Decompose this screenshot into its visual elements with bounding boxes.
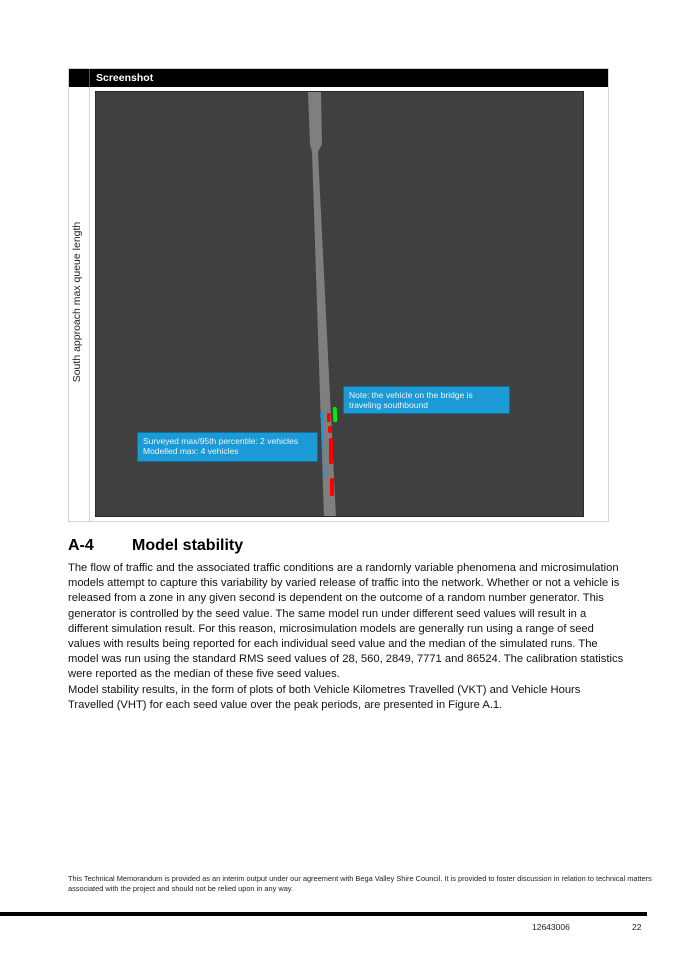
column-divider: [89, 87, 90, 521]
queued-vehicle: [330, 478, 334, 496]
table-header-title: Screenshot: [96, 72, 154, 84]
queue-length-callout: [137, 432, 318, 462]
section-number: A-4: [68, 537, 94, 554]
callout-note-line2: traveling southbound: [349, 400, 428, 410]
simulation-screenshot: [95, 91, 584, 517]
queued-vehicle: [329, 438, 333, 464]
header-divider: [89, 69, 90, 87]
moving-vehicle: [333, 407, 338, 422]
body-paragraph: The flow of traffic and the associated traffic conditions are a randomly variable phenomena and microsimulation models attempt to capture this variability by varied release of traffic into the network. Whether or not a vehicle is released from a zone in any given second is dependent on the outcome of a random number generator. This generator is controlled by the seed value. The same model run under different seed values will result in a different simulation result. For this reason, microsimulation models are generally run using a range of seed values with results being reported for each individual seed value and the median of the simulated runs. The model was run using the standard RMS seed values of 28, 560, 2849, 7771 and 86524. The calibration statistics were reported as the median of these five seed values.: [68, 562, 624, 681]
table-header: [69, 69, 608, 87]
section-title: Model stability: [132, 537, 244, 554]
callout-surveyed-text: Surveyed max/95th percentile: 2 vehicles: [143, 436, 298, 446]
bridge-note-callout: [343, 386, 510, 414]
page-number: 22: [632, 922, 642, 932]
document-number: 12643006: [532, 922, 570, 932]
queued-vehicle: [328, 426, 332, 433]
footer-disclaimer: This Technical Memorandum is provided as an interim output under our agreement with Bega Valley Shire Council. It is provided to foster discussion in relation to technical matters associated with the project and should not be relied upon in any way.: [68, 874, 652, 893]
body-paragraph: Model stability results, in the form of plots of both Vehicle Kilometres Travelled (VKT) and Vehicle Hours Travelled (VHT) for each seed value over the peak periods, are presented in Figure A.1.: [68, 684, 581, 712]
queued-vehicle: [327, 413, 331, 422]
footer-rule: [0, 912, 647, 916]
row-label: South approach max queue length: [71, 221, 83, 383]
figure-table: [68, 68, 609, 522]
callout-note-line1: Note: the vehicle on the bridge is: [349, 390, 473, 400]
callout-modelled-text: Modelled max: 4 vehicles: [143, 446, 239, 456]
